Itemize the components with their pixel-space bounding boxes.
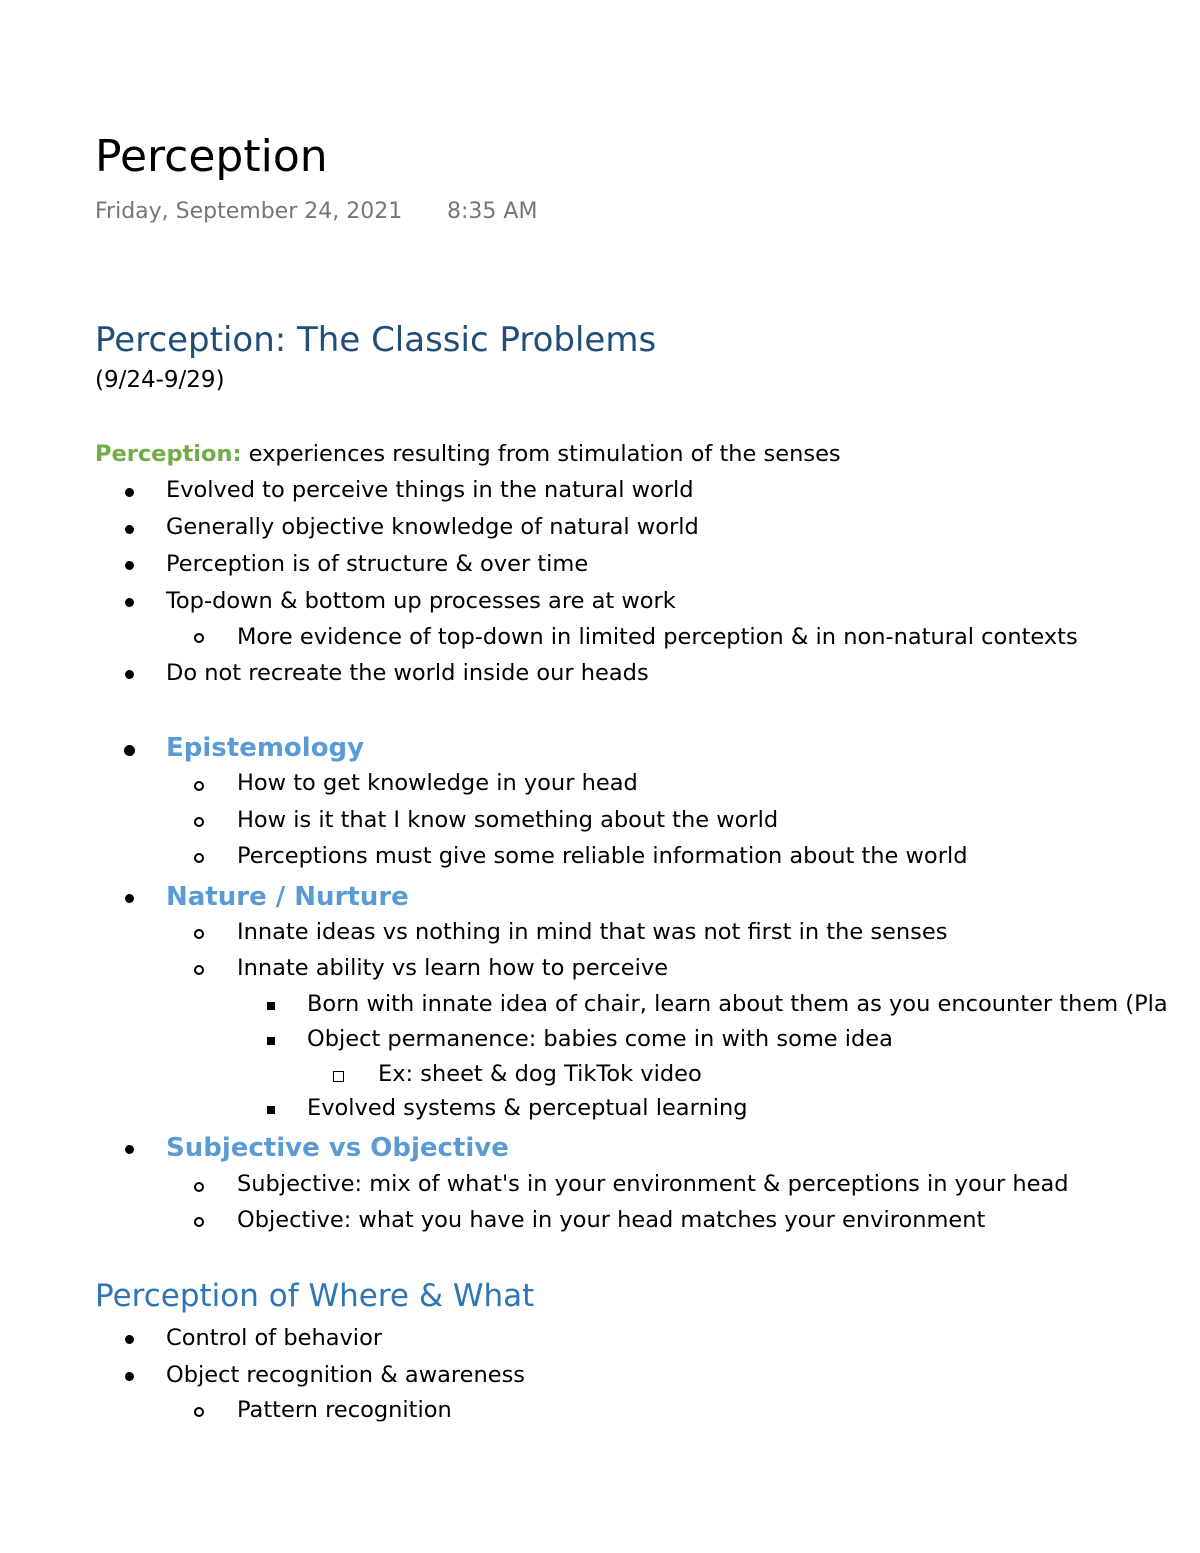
list-item: Evolved to perceive things in the natural world [166,477,694,503]
bullet-disc [125,1335,134,1344]
list-item: Evolved systems & perceptual learning [307,1095,748,1121]
bullet-square [267,1002,275,1010]
page-date: Friday, September 24, 2021 [95,199,403,224]
bullet-circle [194,817,204,827]
list-item: Ex: sheet & dog TikTok video [378,1061,702,1087]
list-item: Object recognition & awareness [166,1362,526,1388]
definition-text: experiences resulting from stimulation of the senses [241,441,841,467]
bullet-hollow-square [333,1071,344,1082]
list-item: Do not recreate the world inside our heads [166,660,649,686]
bullet-circle [194,781,204,791]
bullet-square [267,1037,275,1045]
list-item: Innate ability vs learn how to perceive [237,955,669,981]
list-item: Generally objective knowledge of natural world [166,514,699,540]
definition-term: Perception: [95,441,242,467]
list-item: Perceptions must give some reliable information about the world [237,843,968,869]
bullet-circle [194,633,204,643]
bullet-circle [194,853,204,863]
list-item: How is it that I know something about the world [237,807,779,833]
bullet-disc [125,1372,134,1381]
section-heading-where-what: Perception of Where & What [95,1278,535,1314]
list-item: Innate ideas vs nothing in mind that was not first in the senses [237,919,948,945]
bullet-square [267,1106,275,1114]
list-item: More evidence of top-down in limited perception & in non-natural contexts [237,624,1078,650]
list-item: Born with innate idea of chair, learn about them as you encounter them (Pla [307,991,1168,1017]
bullet-circle [194,1182,204,1192]
list-item: Objective: what you have in your head matches your environment [237,1207,986,1233]
page-time: 8:35 AM [447,199,538,224]
section-date-range: (9/24-9/29) [95,367,225,393]
topic-epistemology: Epistemology [166,733,365,763]
bullet-disc [124,745,135,756]
list-item: Object permanence: babies come in with some idea [307,1026,893,1052]
list-item: Pattern recognition [237,1397,452,1423]
bullet-disc [125,525,134,534]
bullet-disc [125,488,134,497]
bullet-circle [194,1407,204,1417]
bullet-circle [194,929,204,939]
section-heading-classic-problems: Perception: The Classic Problems [95,320,657,360]
bullet-disc [125,598,134,607]
bullet-disc [125,561,134,570]
bullet-disc [125,1145,134,1154]
bullet-disc [125,894,134,903]
topic-subjective-objective: Subjective vs Objective [166,1133,509,1163]
bullet-disc [125,670,134,679]
page-title: Perception [95,131,328,182]
list-item: How to get knowledge in your head [237,770,638,796]
list-item: Subjective: mix of what's in your environment & perceptions in your head [237,1171,1069,1197]
list-item: Control of behavior [166,1325,383,1351]
bullet-circle [194,965,204,975]
definition-line [95,443,841,466]
list-item: Perception is of structure & over time [166,551,589,577]
topic-nature-nurture: Nature / Nurture [166,882,409,912]
bullet-circle [194,1217,204,1227]
list-item: Top-down & bottom up processes are at work [166,588,676,614]
